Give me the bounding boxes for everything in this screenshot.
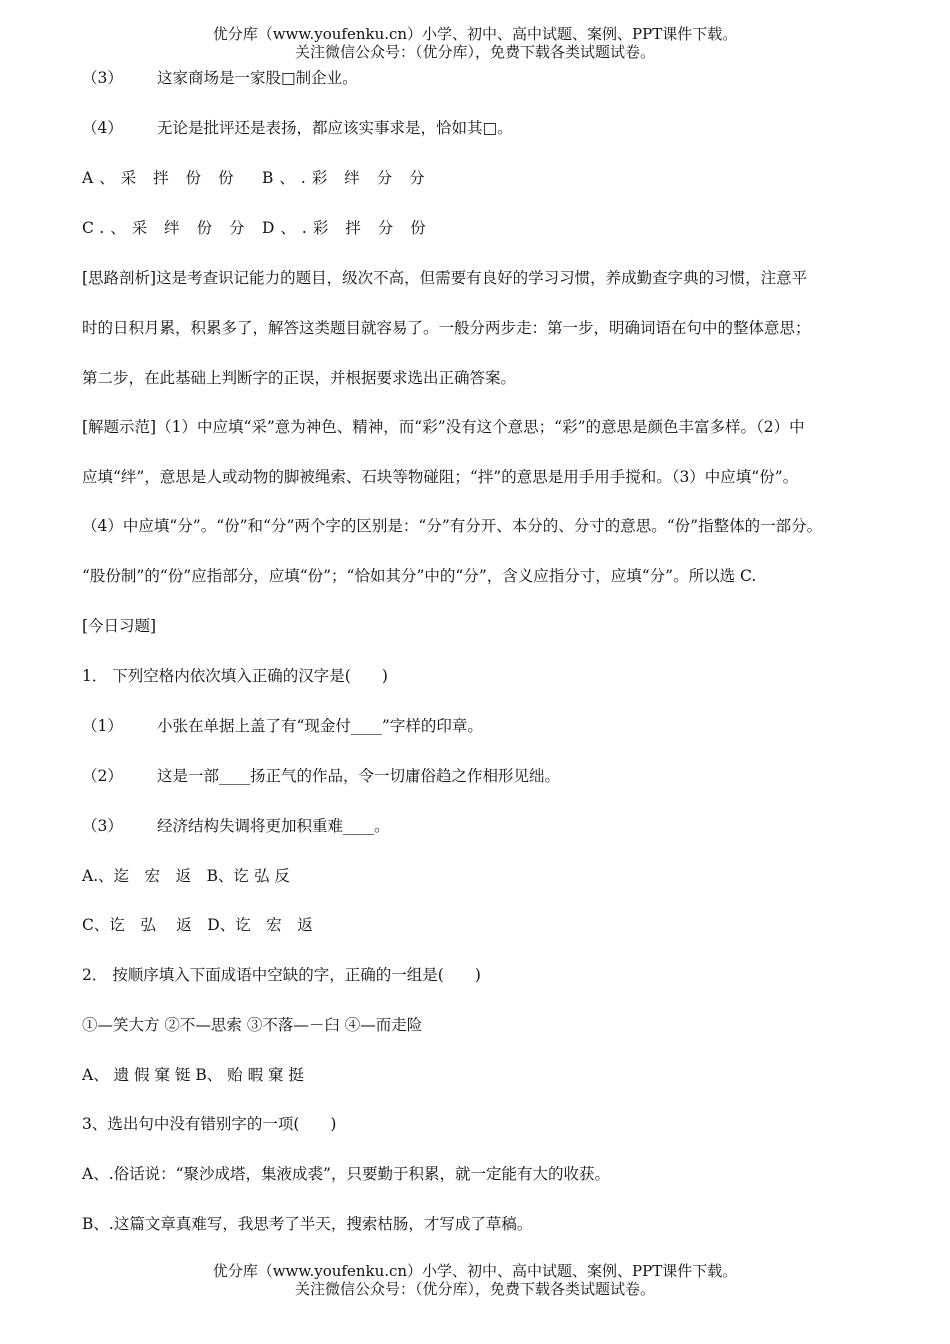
page-header bbox=[0, 25, 950, 61]
q3-stem: 3、选出句中没有错别字的一项( ) bbox=[82, 1115, 337, 1133]
q1-options-ab: A.、迄 宏 返 B、讫 弘 反 bbox=[82, 867, 290, 885]
analysis-line-2: 时的日积月累，积累多了，解答这类题目就容易了。一般分两步走：第一步，明确词语在句中的整体意思； bbox=[82, 319, 811, 337]
header-line-1: 优分库（www.youfenku.cn）小学、初中、高中试题、案例、PPT课件下载。 bbox=[212, 25, 738, 43]
header-line-2: 关注微信公众号：（优分库），免费下载各类试题试卷。 bbox=[294, 43, 655, 61]
option-a: A、采 拌 份 份 bbox=[82, 169, 240, 187]
solution-line-3: （4）中应填“分”。“份”和“分”两个字的区别是：“分”有分开、本分的、分寸的意思。“份”指整体的一部分。 bbox=[82, 517, 823, 535]
item-number: （2） bbox=[82, 767, 123, 785]
analysis-line-1: [思路剖析]这是考查识记能力的题目，级次不高，但需要有良好的学习习惯，养成勤查字典的习惯，注意平 bbox=[82, 269, 808, 287]
q2-items: ①—笑大方 ②不—思索 ③不落—－臼 ④—而走险 bbox=[82, 1016, 423, 1034]
q3-option-b: B、.这篇文章真难写，我思考了半天，搜索枯肠，才写成了草稿。 bbox=[82, 1215, 533, 1233]
item-text: 经济结构失调将更加积重难____。 bbox=[157, 817, 390, 835]
item-number: （1） bbox=[82, 717, 123, 735]
item-number: （4） bbox=[82, 119, 123, 137]
prev-item-4 bbox=[82, 118, 513, 138]
option-c: C.、采 绊 份 分 bbox=[82, 219, 251, 237]
prev-options-cd bbox=[82, 218, 432, 238]
solution-line-2: 应填“绊”，意思是人或动物的脚被绳索、石块等物碰阻；“拌”的意思是用手用手搅和。（3）中应填“份”。 bbox=[82, 468, 799, 486]
page-footer bbox=[0, 1262, 950, 1298]
q2-stem: 2． 按顺序填入下面成语中空缺的字，正确的一组是( ) bbox=[82, 966, 481, 984]
item-text: 无论是批评还是表扬，都应该实事求是，恰如其□。 bbox=[157, 119, 513, 137]
solution-line-4: “股份制”的“份”应指部分，应填“份”；“恰如其分”中的“分”，含义应指分寸，应填“分”。所以选 C. bbox=[82, 567, 757, 585]
q3-option-a: A、.俗话说：“聚沙成塔，集液成裘”，只要勤于积累，就一定能有大的收获。 bbox=[82, 1165, 610, 1183]
q1-item-1 bbox=[82, 716, 483, 736]
item-text: 小张在单据上盖了有“现金付____”字样的印章。 bbox=[157, 717, 483, 735]
item-text: 这家商场是一家股□制企业。 bbox=[157, 69, 358, 87]
item-number: （3） bbox=[82, 817, 123, 835]
q1-item-3 bbox=[82, 816, 390, 836]
q2-options-ab: A、 遗 假 窠 铤 B、 贻 暇 窠 挺 bbox=[82, 1066, 304, 1084]
analysis-line-3: 第二步，在此基础上判断字的正误，并根据要求选出正确答案。 bbox=[82, 369, 517, 387]
solution-line-1: [解题示范]（1）中应填“采”意为神色、精神，而“彩”没有这个意思；“彩”的意思是颜色丰富多样。（2）中 bbox=[82, 418, 805, 436]
prev-options-ab bbox=[82, 168, 431, 188]
q1-options-cd: C、讫 弘 返 D、讫 宏 返 bbox=[82, 916, 313, 934]
prev-item-3 bbox=[82, 68, 358, 88]
footer-line-2: 关注微信公众号：（优分库），免费下载各类试题试卷。 bbox=[294, 1280, 655, 1298]
exercise-title: [今日习题] bbox=[82, 617, 157, 635]
footer-line-1: 优分库（www.youfenku.cn）小学、初中、高中试题、案例、PPT课件下载。 bbox=[212, 1262, 738, 1280]
q1-stem: 1． 下列空格内依次填入正确的汉字是( ) bbox=[82, 667, 388, 685]
q1-item-2 bbox=[82, 766, 560, 786]
option-d: D、.彩 拌 分 份 bbox=[262, 219, 432, 237]
item-text: 这是一部____扬正气的作品，令一切庸俗趋之作相形见绌。 bbox=[157, 767, 561, 785]
option-b: B、.彩 绊 分 分 bbox=[262, 169, 431, 187]
item-number: （3） bbox=[82, 69, 123, 87]
